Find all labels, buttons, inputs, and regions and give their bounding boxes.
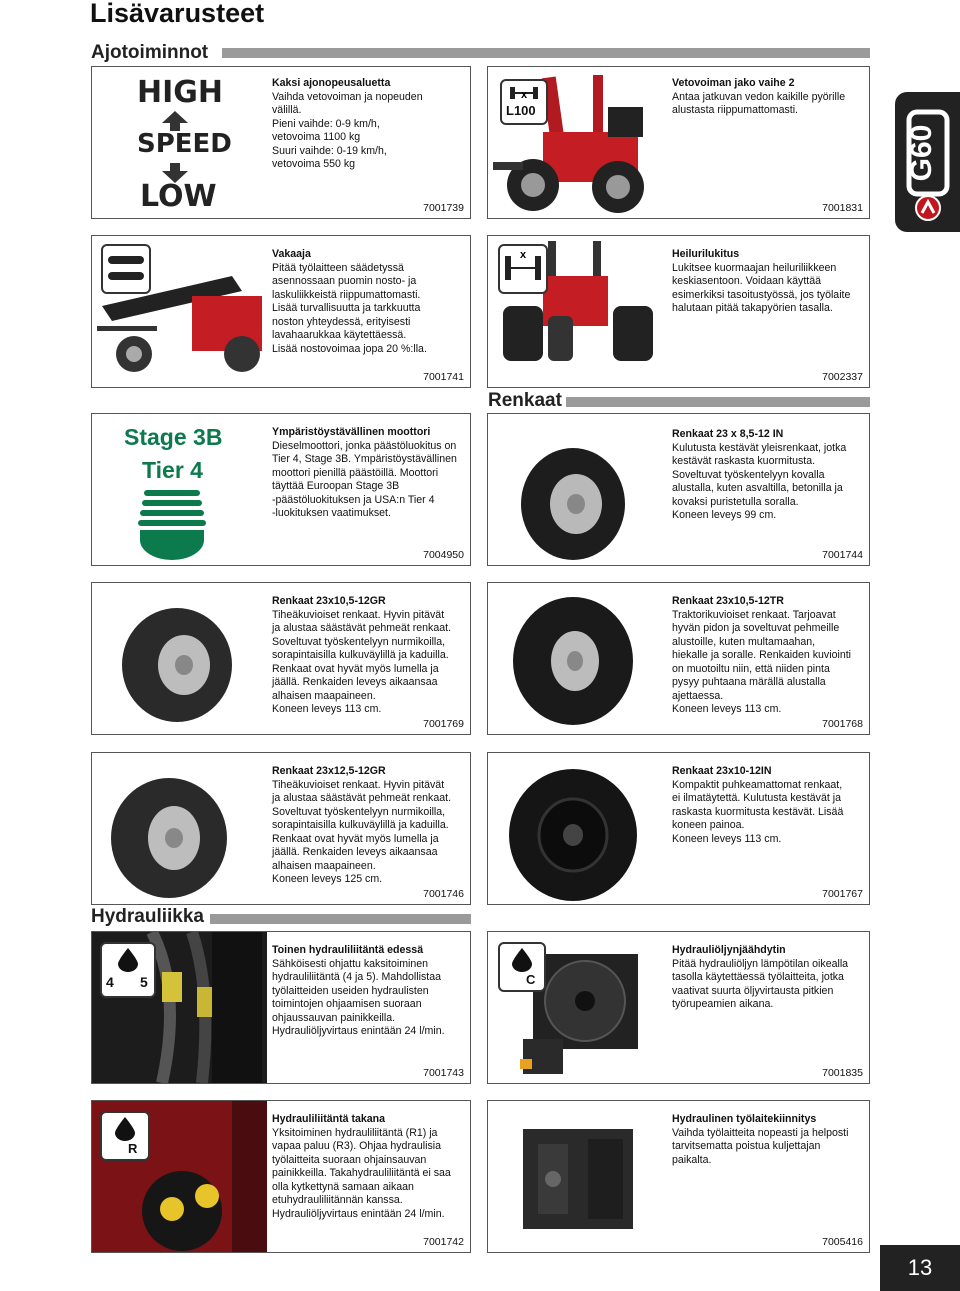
- svg-text:G60: G60: [905, 124, 938, 182]
- tire-photo: [104, 773, 234, 908]
- product-code: 7001741: [423, 371, 464, 383]
- hydraulic-c-icon: [498, 942, 546, 992]
- svg-text:x: x: [520, 89, 528, 101]
- product-code: 7001769: [423, 718, 464, 730]
- stage-tier-icon: [112, 422, 242, 562]
- item-body: Pitää hydrauliöljyn lämpötilan oikealla tasolla käytettäessä työlaitteita, jotka vaativat suurta öljyvirtausta pitkien työrupeamien aikana.: [672, 957, 849, 1010]
- model-tab: [895, 92, 960, 232]
- card-vakaaja: [91, 235, 471, 388]
- port-4-label: 4: [106, 974, 114, 990]
- hydraulic-r-icon: [100, 1111, 150, 1161]
- l100-drive-icon: [500, 79, 548, 125]
- oil-drop-icon: [115, 1117, 135, 1141]
- item-body: Sähköisesti ohjattu kaksitoiminen hydrauliliitäntä (4 ja 5). Mahdollistaa työlaitteiden useiden hydraulisten toimintojen ohjaamisen suoraan ohjaussauvan painikkeilla. Hydrauliöljyvirtaus enintään 24 l/min.: [272, 957, 445, 1037]
- item-body: Dieselmoottori, jonka päästöluokitus on Tier 4, Stage 3B. Ympäristöystävällinen moottori pienillä päästöillä. Moottori täyttää Euroopan Stage 3B -päästöluokituksen ja USA:n Tier 4 -luokituksen vaatimukset.: [272, 439, 457, 519]
- item-description: [672, 1113, 867, 1167]
- item-title: Renkaat 23 x 8,5-12 IN: [672, 428, 784, 440]
- speed-range-icon: [122, 71, 232, 216]
- product-code: 7001831: [822, 202, 863, 214]
- item-title: Hydrauliöljynjäähdytin: [672, 944, 786, 956]
- item-description: [672, 944, 867, 1012]
- item-description: [672, 77, 867, 118]
- item-title: Renkaat 23x10,5-12TR: [672, 595, 784, 607]
- item-body: Vaihda työlaitteita nopeasti ja helposti tarvitsematta poistua kuljettajan paikalta.: [672, 1126, 849, 1166]
- section-title-ajotoiminnot: Ajotoiminnot: [91, 42, 209, 63]
- item-description: [272, 765, 467, 887]
- product-code: 7001739: [423, 202, 464, 214]
- item-body: Traktorikuvioiset renkaat. Tarjoavat hyvän pidon ja soveltuvat pehmeille alustoille, kuten multamaahan, hiekalle ja soralle. Renkaiden kuviointi on muotoiltu niin, että niiden pinta pysyy puhtaana märällä alustalla ajettaessa. Koneen leveys 113 cm.: [672, 608, 852, 715]
- section-bar: [222, 48, 870, 58]
- item-body: Pitää työlaitteen säädetyssä asennossaan puomin nosto- ja laskuliikkeistä riippumattomasti. Lisää turvallisuutta ja tarkkuutta noston yhteydessä, erityisesti lavahaarukkaa käytettäessä. Lisää nostovoimaa jopa 20 %:lla.: [272, 261, 427, 355]
- product-code: 7002337: [822, 371, 863, 383]
- card-renkaat-23x10in: [487, 752, 870, 905]
- item-title: Hydraulinen työlaitekiinnitys: [672, 1113, 817, 1125]
- product-code: 7001767: [822, 888, 863, 900]
- item-title: Vetovoiman jako vaihe 2: [672, 77, 795, 89]
- item-body: Kulutusta kestävät yleisrenkaat, jotka kestävät raskasta kuormitusta. Soveltuvat työskentelyyn kovalla alustalla, kuten asvaltilla, betonilla ja kovaksi puristetulla soralla. Koneen leveys 99 cm.: [672, 441, 847, 521]
- card-kaksi-ajonopeusaluetta: [91, 66, 471, 219]
- item-description: [672, 248, 867, 316]
- item-title: Renkaat 23x10,5-12GR: [272, 595, 386, 607]
- speed-label: SPEED: [137, 129, 232, 159]
- section-title-hydrauliikka: Hydrauliikka: [91, 906, 204, 927]
- high-label: HIGH: [137, 75, 224, 110]
- low-label: LOW: [140, 179, 217, 214]
- card-hydraulinen-tyolaitekiinnitys: [487, 1100, 870, 1253]
- tier-label: Tier 4: [142, 457, 203, 483]
- item-body: Lukitsee kuormaajan heiluriliikkeen keskiasentoon. Voidaan käyttää esimerkiksi tasoitustyössä, jos työlaite halutaan pitää takapyörien tasalla.: [672, 261, 851, 314]
- tire-photo: [508, 444, 638, 569]
- hydraulic-45-icon: [100, 942, 156, 998]
- product-code: 7001746: [423, 888, 464, 900]
- product-code: 7001742: [423, 1236, 464, 1248]
- g60-logo: [903, 98, 953, 226]
- page-title: Lisävarusteet: [90, 0, 265, 28]
- item-title: Renkaat 23x10-12IN: [672, 765, 772, 777]
- tire-photo: [112, 605, 242, 730]
- item-title: Heilurilukitus: [672, 248, 740, 260]
- product-code: 7001744: [822, 549, 863, 561]
- card-hydrauliliitanta-takana: [91, 1100, 471, 1253]
- card-renkaat-23x85: [487, 413, 870, 566]
- stabilizer-icon: [101, 244, 151, 294]
- product-code: 7001768: [822, 718, 863, 730]
- cooler-c-label: C: [526, 972, 536, 987]
- oil-drop-icon: [512, 948, 532, 972]
- section-bar: [566, 397, 870, 407]
- product-code: 7004950: [423, 549, 464, 561]
- item-description: [272, 77, 467, 172]
- item-title: Ympäristöystävällinen moottori: [272, 426, 431, 438]
- item-title: Vakaaja: [272, 248, 311, 260]
- card-heilurilukitus: [487, 235, 870, 388]
- card-renkaat-23x105gr: [91, 582, 471, 735]
- item-body: Antaa jatkuvan vedon kaikille pyörille alustasta riippumattomasti.: [672, 90, 846, 116]
- item-description: [272, 944, 467, 1039]
- svg-text:x: x: [519, 249, 527, 261]
- section-bar: [210, 914, 471, 924]
- card-toinen-hydrauliliitanta: [91, 931, 471, 1084]
- item-body: Vaihda vetovoiman ja nopeuden välillä. Pieni vaihde: 0-9 km/h, vetovoima 1100 kg Suuri vaihde: 0-19 km/h, vetovoima 550 kg: [272, 90, 423, 170]
- product-code: 7005416: [822, 1236, 863, 1248]
- item-description: [272, 595, 467, 717]
- product-code: 7001743: [423, 1067, 464, 1079]
- page-number: 13: [880, 1245, 960, 1291]
- card-renkaat-23x105tr: [487, 582, 870, 735]
- card-vetovoiman-jako: [487, 66, 870, 219]
- port-5-label: 5: [140, 974, 148, 990]
- arrow-up-icon: [162, 111, 188, 131]
- tire-photo: [498, 765, 648, 910]
- product-code: 7001835: [822, 1067, 863, 1079]
- item-title: Kaksi ajonopeusaluetta: [272, 77, 391, 89]
- oscillation-lock-icon: [498, 244, 548, 294]
- item-description: [672, 765, 867, 846]
- item-body: Kompaktit puhkeamattomat renkaat, ei ilmatäytettä. Kulutusta kestävät ja raskasta kuormitusta kestävät. Lisää koneen painoa. Koneen leveys 113 cm.: [672, 778, 844, 845]
- section-title-renkaat: Renkaat: [488, 390, 562, 411]
- l100-label: L100: [506, 103, 536, 118]
- rear-r-label: R: [128, 1141, 138, 1156]
- card-renkaat-23x125gr: [91, 752, 471, 905]
- oil-drop-icon: [118, 948, 138, 972]
- item-description: [272, 426, 467, 521]
- item-title: Toinen hydrauliliitäntä edessä: [272, 944, 424, 956]
- item-body: Yksitoiminen hydrauliliitäntä (R1) ja vapaa paluu (R3). Ohjaa hydraulisia työlaitteita suoraan ohjainsauvan painikkeilla. Takahydrauliliitäntä ei saa olla kytkettynä samaan aikaan etuhydrauliliitännän kanssa. Hydrauliöljyvirtaus enintään 24 l/min.: [272, 1126, 451, 1220]
- item-description: [272, 248, 467, 356]
- card-hydrauliljynjaahdytin: [487, 931, 870, 1084]
- item-body: Tiheäkuvioiset renkaat. Hyvin pitävät ja alustaa säästävät pehmeät renkaat. Soveltuvat työskentelyyn nurmikoilla, sorapintaisilla kulkuväylillä ja kaduilla. Renkaat ovat hyvät myös lumella ja jäällä. Renkaiden leveys aikaansaa alhaisen maapaineen. Koneen leveys 125 cm.: [272, 778, 452, 885]
- item-description: [672, 595, 867, 717]
- item-description: [672, 428, 867, 523]
- emission-icon: [134, 488, 210, 562]
- stage-label: Stage 3B: [124, 424, 223, 450]
- item-title: Renkaat 23x12,5-12GR: [272, 765, 386, 777]
- item-title: Hydrauliliitäntä takana: [272, 1113, 386, 1125]
- item-description: [272, 1113, 467, 1221]
- tire-photo: [503, 591, 643, 736]
- item-body: Tiheäkuvioiset renkaat. Hyvin pitävät ja alustaa säästävät pehmeät renkaat. Soveltuvat työskentelyyn nurmikoilla, sorapintaisilla kulkuväylillä ja kaduilla. Renkaat ovat hyvät myös lumella ja jäällä. Renkaiden leveys aikaansaa alhaisen maapaineen. Koneen leveys 113 cm.: [272, 608, 452, 715]
- card-moottori: [91, 413, 471, 566]
- attachment-bracket-photo: [503, 1109, 653, 1254]
